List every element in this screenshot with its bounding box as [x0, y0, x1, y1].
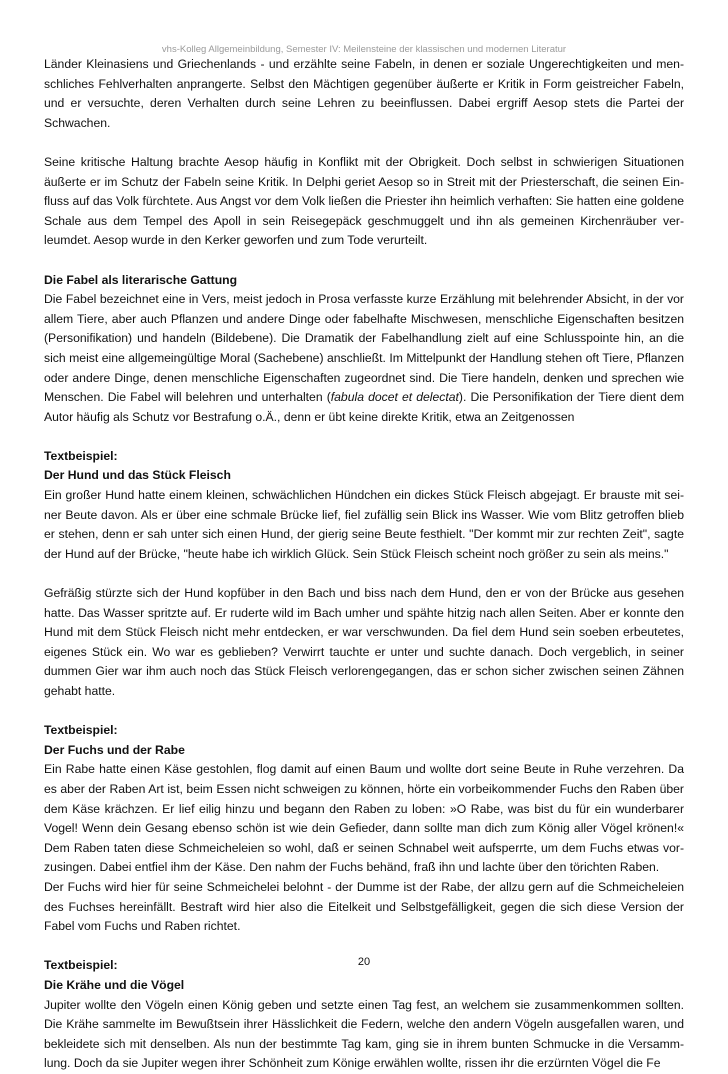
example-fox-first: [44, 721, 684, 878]
example-dog-second: Gefräßig stürzte sich der Hund kopfüber in den Bach und biss nach dem Hund, den er von der Brücke aus gesehen hatte. Das Wasser spritzte auf. Er ruderte wild im Bach umher und spähte hitzig nach allen Seiten. Aber er konnte den Hund mit dem Stück Fleisch nicht mehr entdecken, er war verschwunden. Da fiel dem Hund sein soeben erbeutetes, eigenes Stück ein. Wo war es geblieben? Verwirrt tauchte er unter und suchte danach. Doch vergeblich, in seiner dummen Gier war ihm auch noch das Stück Fleisch verlorengegangen, das er schon sicher zwischen seinen Zähnen gehabt hatte.: [44, 586, 684, 698]
section-fable-genre: [44, 271, 684, 428]
example-title: Die Krähe und die Vögel: [44, 977, 185, 992]
example-label: Textbeispiel:: [44, 448, 118, 463]
example-dog-first: [44, 447, 684, 565]
latin-phrase: fabula docet et delectat: [330, 390, 459, 405]
section-text: Die Fabel bezeichnet eine in Vers, meist jedoch in Prosa verfasste kurze Erzählung mit belehrender Absicht, in der vor allem Tiere, aber auch Pflanzen und andere Dinge oder fabelhafte Mischwesen, menschliche Eigenschaften besitzen (Personifikation) und handeln (Bildebene). Die Dramatik der Fabelhandlung zielt auf eine Schlusspointe hin, an die sich meist eine allgemeingültige Moral (Sachebene) anschließt. Im Mittelpunkt der Handlung stehen oft Tiere, Pflanzen oder andere Dinge, denen menschliche Eigenschaften zugeordnet sind. Die Tiere handeln, denken und sprechen wie Menschen. Die Fabel will belehren und unterhalten (: [44, 292, 684, 405]
example-title: Der Hund und das Stück Fleisch: [44, 468, 231, 483]
example-fox-moral: Der Fuchs wird hier für seine Schmeichelei belohnt - der Dumme ist der Rabe, der allzu gern auf die Schmeicheleien des Fuchses hereinfällt. Bestraft wird hier also die Eitelkeit und Selbstgefälligkeit, gegen die sich diese Version der Fabel vom Fuchs und Raben richtet.: [44, 879, 684, 934]
page-number: 20: [357, 956, 371, 968]
example-label: Textbeispiel:: [44, 958, 118, 973]
section-text-end: ). Die Personifikation der Tiere dient dem Autor häufig als Schutz vor Bestrafung o.Ä., denn er übt keine direkte Kritik, etwa an Zeitgenossen: [44, 390, 684, 424]
example-text: Ein großer Hund hatte einem kleinen, schwächlichen Hündchen ein dickes Stück Fleisch abgejagt. Er brauste mit seiner Beute davon. Als er über eine schmale Brücke lief, fiel zufällig sein Blick ins Wasser. Wie vom Blitz getroffen blieb er stehen, denn er sah unter sich einen Hund, der gierig seine Beute festhielt. "Der kommt mir zur rechten Zeit", sagte der Hund auf der Brücke, "heute habe ich wirklich Glück. Sein Stück Fleisch scheint noch größer zu sein als meins.": [44, 488, 684, 561]
page-body: [44, 55, 684, 1074]
example-text: Ein Rabe hatte einen Käse gestohlen, flog damit auf einen Baum und wollte dort seine Beute in Ruhe verzehren. Da es aber der Raben Art ist, beim Essen nicht schweigen zu können, hörte ein vorbeikommender Fuchs den Raben über dem Käse krächzen. Er lief eilig hinzu und begann den Raben zu loben: »O Rabe, was bist du für ein wunderbarer Vogel! Wenn dein Gesang ebenso schön ist wie dein Gefieder, dann sollte man dich zum König aller Vögel krönen!« Dem Raben taten diese Schmeicheleien so wohl, daß er seinen Schnabel weit aufsperrte, um dem Fuchs etwas vorzusingen. Dabei entfiel ihm der Käse. Den nahm der Fuchs behänd, fraß ihn und lachte über den törichten Raben.: [44, 762, 684, 875]
example-label: Textbeispiel:: [44, 723, 118, 738]
running-header: vhs-Kolleg Allgemeinbildung, Semester IV: Meilensteine der klassischen und modernen Literatur: [161, 44, 567, 55]
section-heading: Die Fabel als literarische Gattung: [44, 272, 238, 287]
paragraph-aesop-fables: Länder Kleinasiens und Griechenlands - und erzählte seine Fabeln, in denen er soziale Ungerechtigkeiten und menschliches Fehlverhalten anprangerte. Selbst den Mächtigen gegenüber äußerte er Kritik in Form geistreicher Fabeln, und er versuchte, deren Verhalten durch seine Lehren zu beeinflussen. Dabei ergriff Aesop stets die Partei der Schwachen.: [44, 57, 684, 130]
example-crow: [44, 956, 684, 1074]
paragraph-aesop-conflict: Seine kritische Haltung brachte Aesop häufig in Konflikt mit der Obrigkeit. Doch selbst in schwierigen Situationen äußerte er im Schutz der Fabeln seine Kritik. In Delphi geriet Aesop so in Streit mit der Priesterschaft, die seinen Einfluss auf das Volk fürchtete. Aus Angst vor dem Volk ließen die Priester ihn heimlich verhaften: Sie hatten eine goldene Schale aus dem Tempel des Apoll in sein Reisegepäck geschmuggelt und ihn als gemeinen Kirchenräuber verleumdet. Aesop wurde in den Kerker geworfen und zum Tode verurteilt.: [44, 154, 684, 248]
example-text: Jupiter wollte den Vögeln einen König geben und setzte einen Tag fest, an welchem sie zusammenkommen sollten. Die Krähe sammelte im Bewußtsein ihrer Hässlichkeit die Federn, welche den andern Vögeln ausgefallen waren, und bekleidete sich mit denselben. Als nun der bestimmte Tag kam, ging sie in ihrem bunten Schmucke in die Versammlung. Doch da sie Jupiter wegen ihrer Schönheit zum Könige erwählen wollte, rissen ihr die erzürnten Vögel die Fe: [44, 997, 684, 1071]
example-title: Der Fuchs und der Rabe: [44, 742, 185, 757]
